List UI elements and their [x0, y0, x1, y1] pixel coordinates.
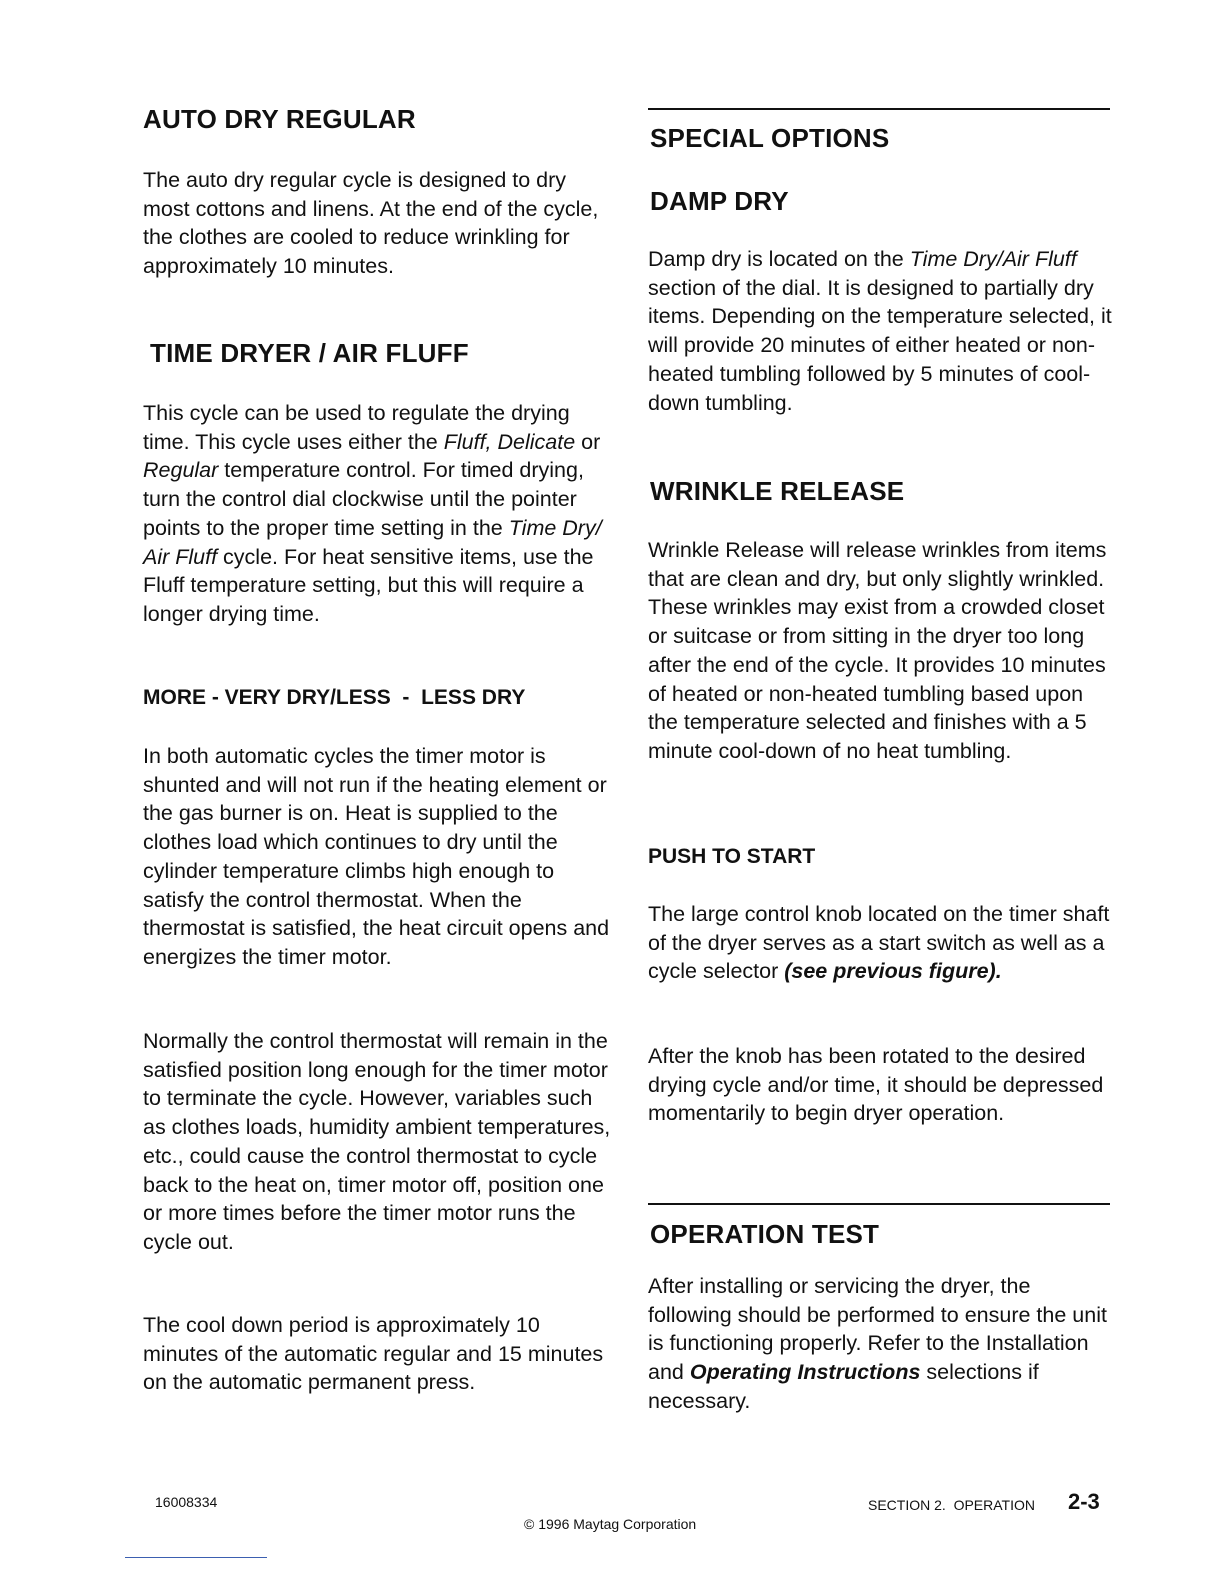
damp-dry-text: Damp dry is located on the Time Dry/Air Fluff section of the dial. It is designed to partially dry items. Depending on the temperature selected, it will provide 20 minutes of either heated or non-heated tumbling followed by 5 minutes of cool-down tumbling. [648, 247, 1112, 415]
heading-special-options: SPECIAL OPTIONS [650, 123, 890, 153]
more-less-text-3: The cool down period is approximately 10 minutes of the automatic regular and 15 minutes on the automatic permanent press. [143, 1313, 604, 1395]
push-to-start-text-2: After the knob has been rotated to the desired drying cycle and/or time, it should be depressed momentarily to begin dryer operation. [648, 1044, 1104, 1126]
divider-operation-test [648, 1203, 1110, 1205]
more-less-text-2: Normally the control thermostat will remain in the satisfied position long enough for the timer motor to terminate the cycle. However, variables such as clothes loads, humidity ambient temperatures, etc., could cause the control thermostat to cycle back to the heat on, timer motor off, position one or more times before the timer motor runs the cycle out. [143, 1029, 611, 1254]
document-number: 16008334 [155, 1494, 218, 1510]
heading-more-less: MORE - VERY DRY/LESS - LESS DRY [143, 686, 526, 709]
more-less-text-1: In both automatic cycles the timer motor is shunted and will not run if the heating element or the gas burner is on. Heat is supplied to the clothes load which continues to dry until the cylinder temperature climbs high enough to satisfy the control thermostat. When the thermostat is satisfied, the heat circuit opens and energizes the timer motor. [143, 744, 610, 969]
time-dryer-text: This cycle can be used to regulate the drying time. This cycle uses either the Fluff, Delicate or Regular temperature control. For timed drying, turn the control dial clockwise until the pointer points to the proper time setting in the Time Dry/ Air Fluff cycle. For heat sensitive items, use the Fluff temperature setting, but this will require a longer drying time. [143, 401, 602, 626]
section-label: SECTION 2. OPERATION [868, 1497, 1035, 1513]
heading-operation-test: OPERATION TEST [650, 1219, 880, 1249]
heading-auto-dry-regular: AUTO DRY REGULAR [143, 104, 416, 134]
operation-test-text: After installing or servicing the dryer, the following should be performed to ensure the unit is functioning properly. Refer to the Installation and Operating Instructions selections if necessary. [648, 1274, 1107, 1413]
auto-dry-regular-text: The auto dry regular cycle is designed to dry most cottons and linens. At the end of the cycle, the clothes are cooled to reduce wrinkling for approximately 10 minutes. [143, 168, 599, 279]
footer-mark [125, 1557, 267, 1558]
heading-damp-dry: DAMP DRY [650, 186, 789, 216]
page-number: 2-3 [1068, 1489, 1100, 1514]
push-to-start-text-1: The large control knob located on the timer shaft of the dryer serves as a start switch as well as a cycle selector (see previous figure). [648, 902, 1110, 984]
wrinkle-release-text: Wrinkle Release will release wrinkles from items that are clean and dry, but only slightly wrinkled. These wrinkles may exist from a crowded closet or suitcase or from sitting in the dryer too long after the end of the cycle. It provides 10 minutes of heated or non-heated tumbling based upon the temperature selected and finishes with a 5 minute cool-down of no heat tumbling. [648, 538, 1107, 763]
heading-push-to-start: PUSH TO START [648, 845, 816, 868]
divider-special-options [648, 108, 1110, 110]
heading-time-dryer-air-fluff: TIME DRYER / AIR FLUFF [150, 338, 469, 368]
copyright: © 1996 Maytag Corporation [524, 1516, 697, 1532]
heading-wrinkle-release: WRINKLE RELEASE [650, 476, 905, 506]
